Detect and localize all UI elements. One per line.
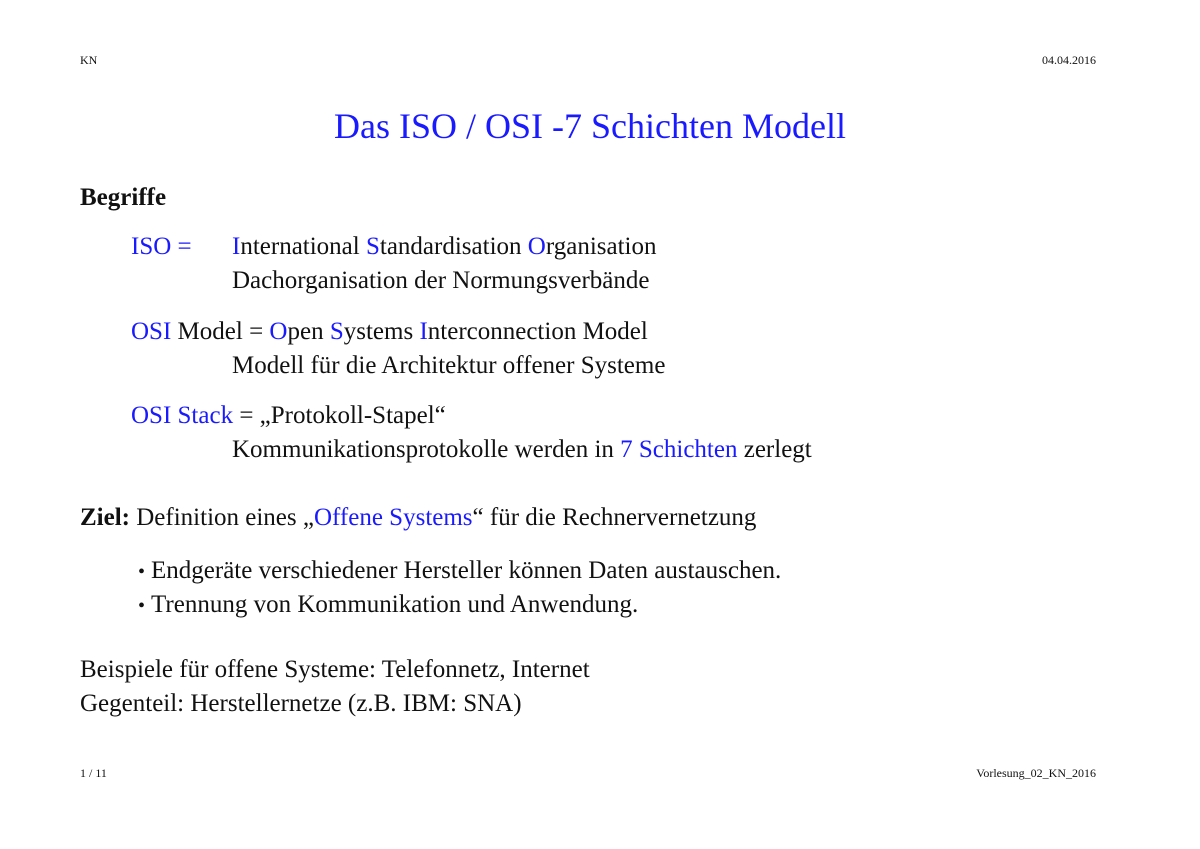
- osi-stack-term: OSI Stack: [131, 402, 234, 429]
- osi-stack-desc-post: zerlegt: [737, 436, 812, 463]
- iso-def-text-2: tandardisation: [379, 233, 528, 260]
- section-heading: Begriffe: [80, 184, 167, 211]
- page-number: 1 / 11: [80, 766, 107, 780]
- bullet-icon: •: [138, 561, 146, 583]
- osi-stack-desc-pre: Kommunikationsprotokolle werden in: [232, 436, 621, 463]
- osi-def-initial-2: S: [329, 318, 344, 345]
- osi-def-text-1: pen: [287, 318, 330, 345]
- osi-stack-desc-highlight: 7 Schichten: [620, 436, 738, 463]
- goal-pre: Definition eines „: [130, 504, 314, 531]
- bullet-text: Trennung von Kommunikation und Anwendung.: [151, 591, 639, 618]
- osi-model-term-rest: Model =: [171, 318, 270, 345]
- footer-filename: Vorlesung_02_KN_2016: [976, 766, 1096, 780]
- page-title: Das ISO / OSI -7 Schichten Modell: [334, 106, 846, 146]
- examples-line: Beispiele für offene Systeme: Telefonnetz, Internet: [80, 656, 590, 683]
- header-left: KN: [80, 53, 98, 67]
- iso-def-initial-2: S: [365, 233, 380, 260]
- iso-term: ISO =: [131, 233, 192, 260]
- goal-post: “ für die Rechnervernetzung: [472, 504, 757, 531]
- osi-stack-description: [232, 436, 812, 464]
- iso-def-text-1: nternational: [240, 233, 366, 260]
- osi-model-description: Modell für die Architektur offener Systeme: [232, 352, 666, 379]
- bullet-text: Endgeräte verschiedener Hersteller können Daten austauschen.: [151, 557, 782, 584]
- bullet-icon: •: [138, 595, 146, 617]
- osi-stack-definition: [131, 402, 446, 430]
- iso-def-text-3: rganisation: [545, 233, 657, 260]
- opposite-line: Gegenteil: Herstellernetze (z.B. IBM: SNA): [80, 690, 522, 717]
- goal-highlight: Offene Systems: [313, 504, 473, 531]
- iso-def-initial-3: O: [527, 233, 546, 260]
- iso-definition: [232, 233, 656, 261]
- osi-model-definition: [131, 318, 648, 346]
- osi-model-term: OSI: [131, 318, 172, 345]
- osi-stack-term-rest: = „Protokoll-Stapel“: [233, 402, 446, 429]
- bullet-item: [138, 591, 638, 619]
- osi-def-initial-1: O: [269, 318, 288, 345]
- goal-label: Ziel:: [80, 504, 130, 531]
- iso-def-initial-1: I: [232, 233, 241, 260]
- osi-def-initial-3: I: [419, 318, 428, 345]
- bullet-item: [138, 557, 781, 585]
- header-date: 04.04.2016: [1042, 53, 1096, 67]
- osi-def-text-3: nterconnection Model: [427, 318, 648, 345]
- osi-def-text-2: ystems: [343, 318, 420, 345]
- goal-statement: [80, 504, 756, 532]
- iso-description: Dachorganisation der Normungsverbände: [232, 267, 650, 294]
